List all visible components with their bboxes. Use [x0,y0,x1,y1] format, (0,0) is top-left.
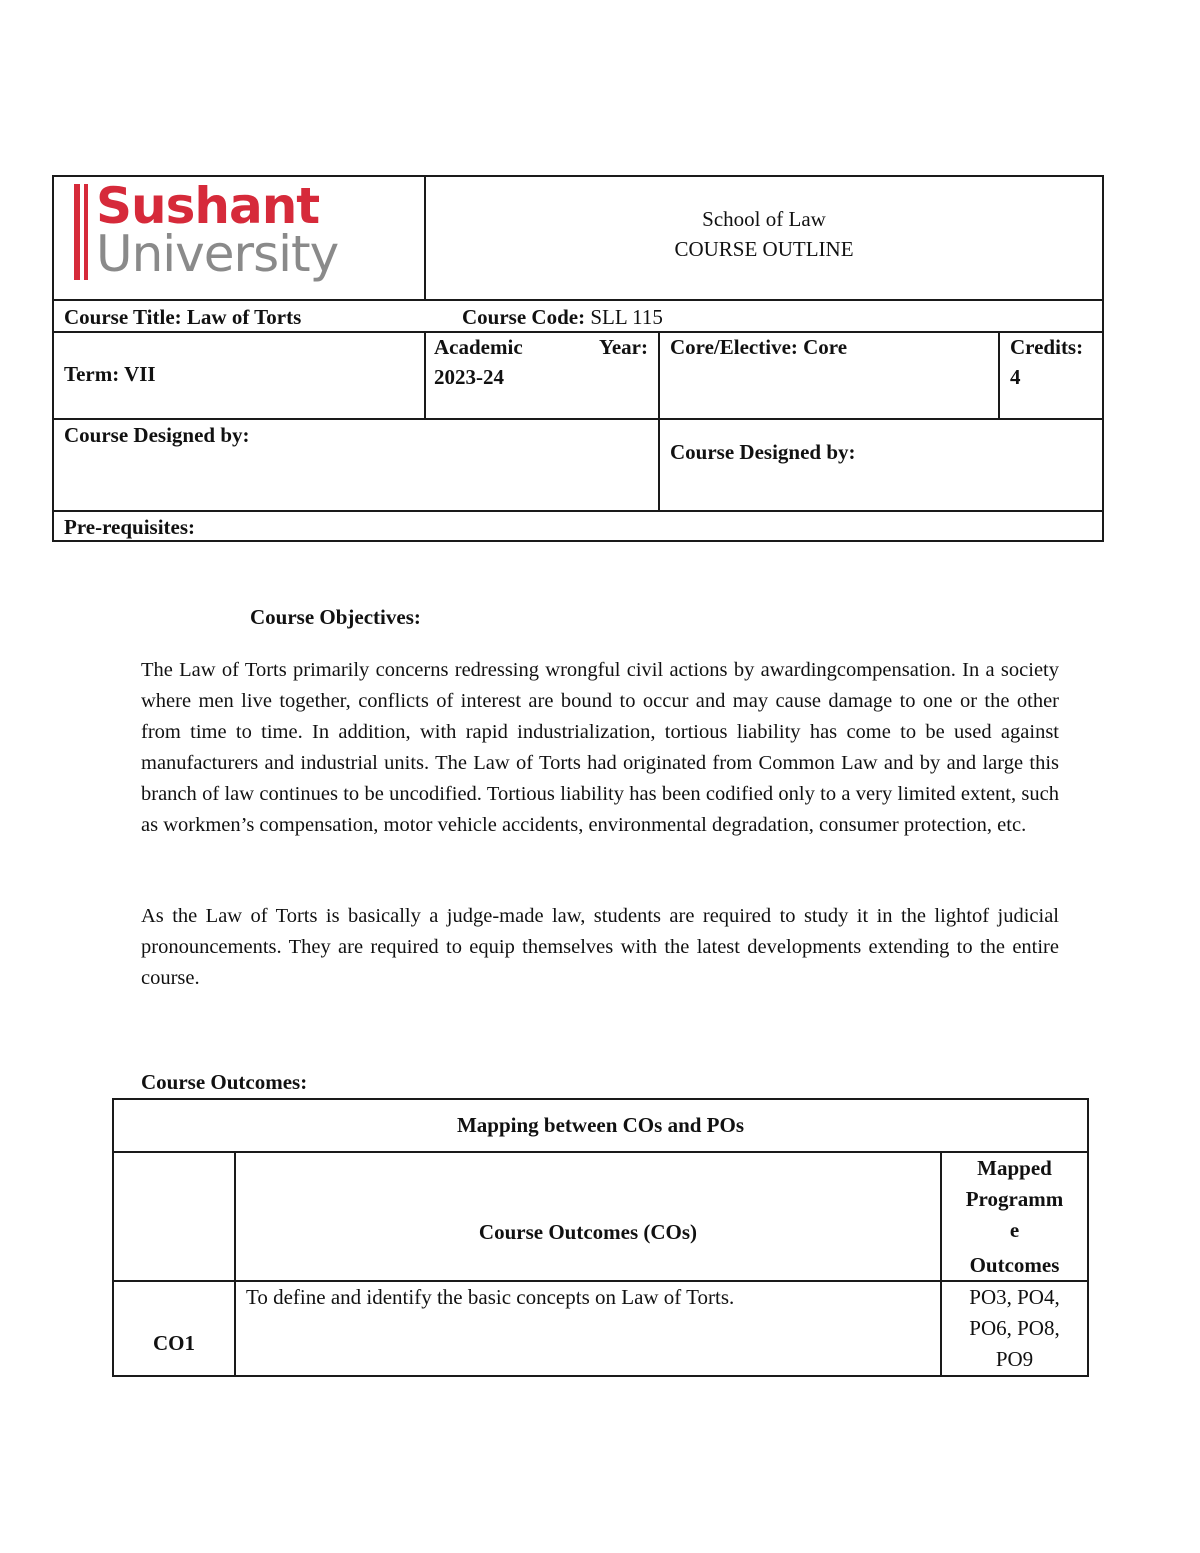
logo-word-university: University [96,225,339,283]
course-title-value: Law of Torts [186,305,302,329]
course-title [64,302,301,332]
mapped-pos-line: PO9 [995,1347,1034,1371]
core-elective-label: Core/Elective: [670,335,798,359]
course-code-value: SLL 115 [590,305,663,329]
credits-label: Credits: [1010,335,1084,359]
core-elective [670,332,847,362]
mapped-header-line: Programm [965,1187,1064,1211]
credits-value: 4 [1010,365,1021,389]
course-designed-by-left: Course Designed by: [64,423,250,447]
table-row-co-text: To define and identify the basic concepts on Law of Torts. [246,1285,735,1309]
column-header-course-outcomes: Course Outcomes (COs) [478,1220,698,1244]
term-label: Term: [64,362,120,386]
logo-word-sushant: Sushant [96,177,320,235]
credits [1010,332,1083,392]
objectives-paragraph-1: The Law of Torts primarily concerns redressing wrongful civil actions by awardingcompensation. In a society where men live together, conflicts of interest are bound to occur and may cause damage to one or the other from time to time. In addition, with rapid industrialization, tortious liability has come to be used against manufacturers and industrial units. The Law of Torts had originated from Common Law and by and large this branch of law continues to be uncodified. Tortious liability has been codified only to a very limited extent, such as workmen’s compensation, motor vehicle accidents, environmental degradation, consumer protection, etc. [141,659,1059,836]
university-logo [64,178,364,290]
outcomes-heading: Course Outcomes: [141,1070,308,1094]
prerequisites-label: Pre-requisites: [64,515,196,539]
objectives-heading: Course Objectives: [250,605,421,629]
academic-year-value: 2023-24 [434,365,504,389]
term-value: VII [124,362,156,386]
academic-year-label-b: Year: [599,335,648,359]
logo-bar-mark [84,184,88,280]
course-designed-by-right: Course Designed by: [670,440,856,464]
column-header-mapped-outcomes [942,1153,1087,1281]
mapped-header-line: e [1009,1218,1020,1242]
school-name: School of Law [702,207,826,231]
course-title-label: Course Title: [64,305,182,329]
mapped-pos-line: PO6, PO8, [969,1316,1060,1340]
course-code-label: Course Code: [462,305,586,329]
mapped-header-line: Outcomes [969,1253,1060,1277]
mapped-pos-line: PO3, PO4, [969,1285,1060,1309]
mapped-header-line: Mapped [977,1156,1052,1180]
academic-year [434,332,648,392]
mapping-table-title: Mapping between COs and POs [456,1113,745,1137]
core-elective-value: Core [803,335,848,359]
logo-bar-mark [74,184,80,280]
term [64,359,156,389]
table-row-co-id: CO1 [153,1331,195,1355]
course-code [462,302,663,332]
document-title: COURSE OUTLINE [674,237,854,261]
objectives-paragraph-2: As the Law of Torts is basically a judge-made law, students are required to study it in the lightof judicial pronouncements. They are required to equip themselves with the latest developments extending to the entire course. [141,905,1059,989]
table-row-mapped-pos [942,1282,1087,1375]
academic-year-label-a: Academic [434,335,523,359]
